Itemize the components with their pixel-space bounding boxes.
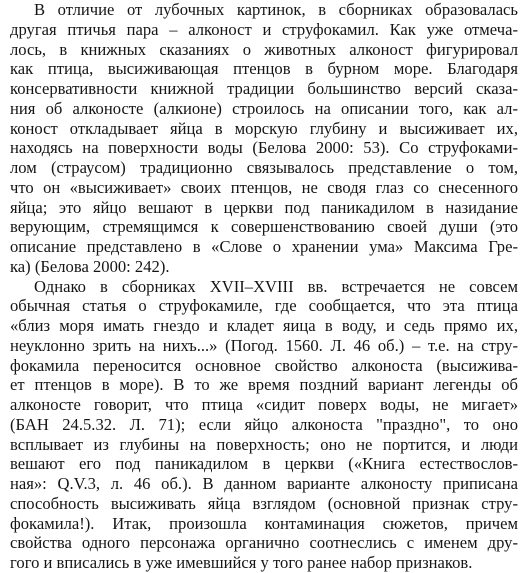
text-line: неуклонно зрить на нихъ...» (Погод. 1560. Л. 46 об.) – т.е. на стру-: [10, 335, 518, 355]
text-line: другая птичья пара – алконост и струфокамил. Как уже отмеча-: [10, 19, 518, 39]
text-line: консервативности книжной традиции большинство версий сказа-: [10, 79, 518, 98]
text-line: фокамила переносится основное свойство алконоста (высижива-: [10, 355, 518, 375]
text-line: лом (страусом) традиционно связывалось представление о том,: [10, 158, 518, 177]
text-line: находясь на поверхности воды (Белова 2000: 53). Со струфоками-: [10, 138, 518, 158]
text-line: ка) (Белова 2000: 242).: [10, 256, 170, 276]
text-line: что он «высиживает» своих птенцов, не сводя глаз со снесенного: [10, 177, 518, 197]
text-line: В отличие от лубочных картинок, в сборниках образовалась: [34, 0, 518, 19]
text-line: описание представлено в «Слове о хранении ума» Максима Гре-: [10, 237, 518, 256]
text-line: верующим, стремящимся к совершенствованию своей души (это: [10, 217, 518, 237]
text-line: обычная статья о струфокамиле, где сообщается, что эта птица: [10, 296, 518, 316]
text-line: лось, в книжных сказаниях о животных алконост фигурировал: [10, 39, 518, 59]
text-line: вешают его под паникадилом в церкви («Книга естествослов-: [10, 454, 518, 474]
text-line: гого и вписались в уже имевшийся у того ранее набор признаков.: [10, 553, 473, 572]
text-line: ния об алконосте (алкионе) строилось на описании того, как ал-: [10, 98, 518, 118]
text-line: способность высиживать яйца взглядом (основной признак стру-: [10, 493, 518, 513]
text-line: свойства одного персонажа органично соотнеслись с именем дру-: [10, 533, 518, 553]
text-line: алконосте говорит, что птица «сидит поверх воды, не мигает»: [10, 395, 518, 414]
text-line: ет птенцов в море). В то же время поздний вариант легенды об: [10, 375, 518, 395]
text-line: яйца; это яйцо вешают в церкви под паникадилом в назидание: [10, 197, 518, 217]
text-line: ная»: Q.V.3, л. 46 об.). В данном варианте алконосту приписана: [10, 474, 518, 493]
text-line: «близ моря имать гнездо и кладет яица в воду, и седь прямо их,: [10, 316, 518, 335]
text-line: всплывает из глубины на поверхность; оно не портится, и люди: [10, 434, 518, 454]
text-line: как птица, высиживающая птенцов в бурном море. Благодаря: [10, 59, 518, 79]
text-line: коност откладывает яйца в морскую глубину и высиживает их,: [10, 118, 518, 138]
text-line: Однако в сборниках XVII–XVIII вв. встречается не совсем: [34, 276, 518, 296]
text-line: фокамила!). Итак, произошла контаминация сюжетов, причем: [10, 513, 518, 533]
text-line: (БАН 24.5.32. Л. 71); если яйцо алконоста "праздно", то оно: [10, 414, 518, 434]
